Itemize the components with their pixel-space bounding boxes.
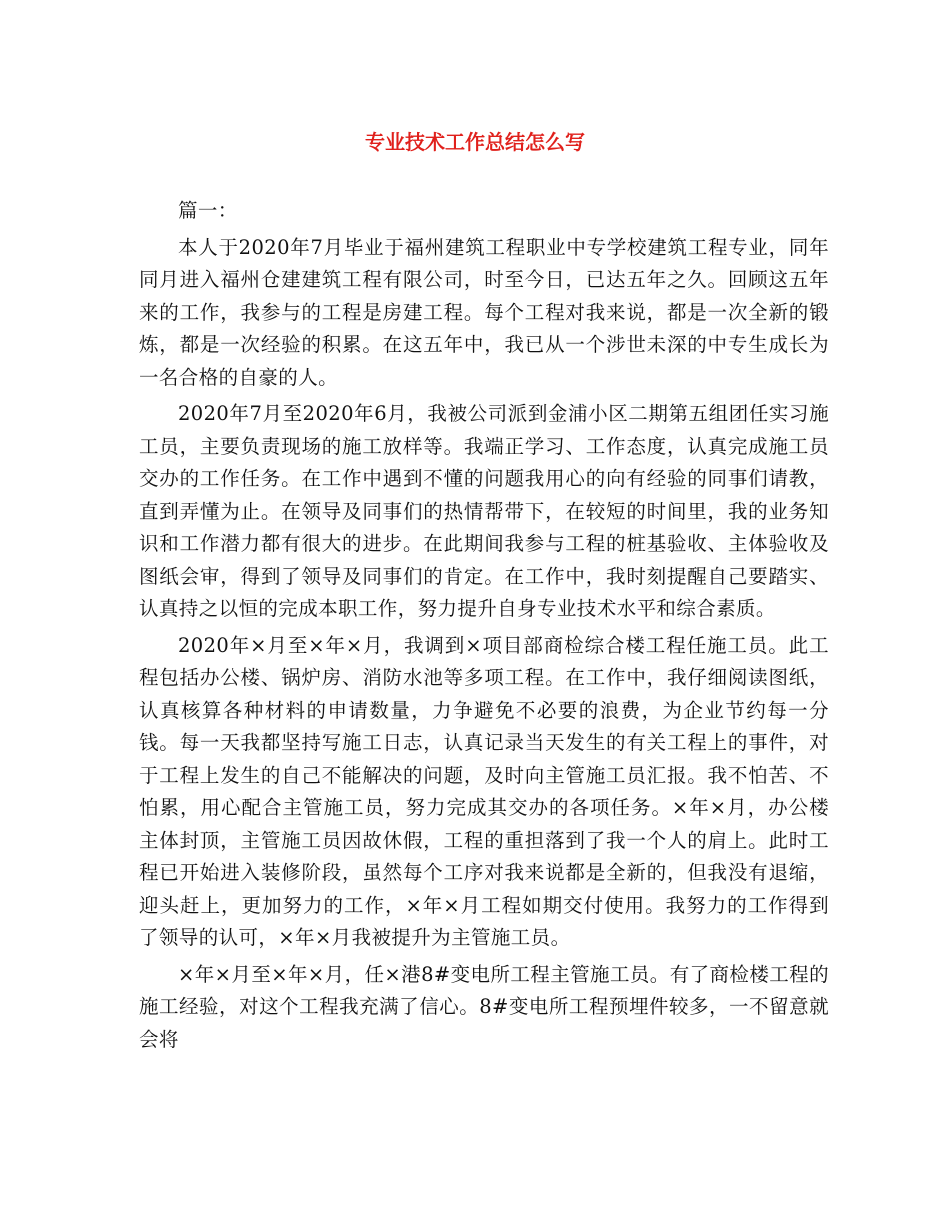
paragraph-2: 2020年7月至2020年6月，我被公司派到金浦小区二期第五组团任实习施工员，主要负责现场的施工放样等。我端正学习、工作态度，认真完成施工员交办的工作任务。在工作中遇到不懂的问题我用心的向有经验的同事们请教，直到弄懂为止。在领导及同事们的热情帮带下，在较短的时间里，我的业务知识和工作潜力都有很大的进步。在此期间我参与工程的桩基验收、主体验收及图纸会审，得到了领导及同事们的肯定。在工作中，我时刻提醒自己要踏实、认真持之以恒的完成本职工作，努力提升自身专业技术水平和综合素质。 bbox=[139, 402, 829, 620]
paragraph-3: 2020年×月至×年×月，我调到×项目部商检综合楼工程任施工员。此工程包括办公楼、锅炉房、消防水池等多项工程。在工作中，我仔细阅读图纸，认真核算各种材料的申请数量，力争避免不必要的浪费，为企业节约每一分钱。每一天我都坚持写施工日志，认真记录当天发生的有关工程上的事件，对于工程上发生的自己不能解决的问题，及时向主管施工员汇报。我不怕苦、不怕累，用心配合主管施工员，努力完成其交办的各项任务。×年×月，办公楼主体封顶，主管施工员因故休假，工程的重担落到了我一个人的肩上。此时工程已开始进入装修阶段，虽然每个工序对我来说都是全新的，但我没有退缩，迎头赶上，更加努力的工作，×年×月工程如期交付使用。我努力的工作得到了领导的认可，×年×月我被提升为主管施工员。 bbox=[139, 633, 829, 949]
paragraph-4: ×年×月至×年×月，任×港8#变电所工程主管施工员。有了商检楼工程的施工经验，对这个工程我充满了信心。8#变电所工程预埋件较多，一不留意就会将 bbox=[139, 962, 829, 1051]
document-body bbox=[139, 195, 829, 1056]
section-heading: 篇一： bbox=[178, 199, 238, 222]
document-title: 专业技术工作总结怎么写 bbox=[365, 130, 585, 154]
paragraph-1: 本人于2020年7月毕业于福州建筑工程职业中专学校建筑工程专业，同年同月进入福州仓建建筑工程有限公司，时至今日，已达五年之久。回顾这五年来的工作，我参与的工程是房建工程。每个工程对我来说，都是一次全新的锻炼，都是一次经验的积累。在这五年中，我已从一个涉世未深的中专生成长为一名合格的自豪的人。 bbox=[139, 235, 829, 389]
